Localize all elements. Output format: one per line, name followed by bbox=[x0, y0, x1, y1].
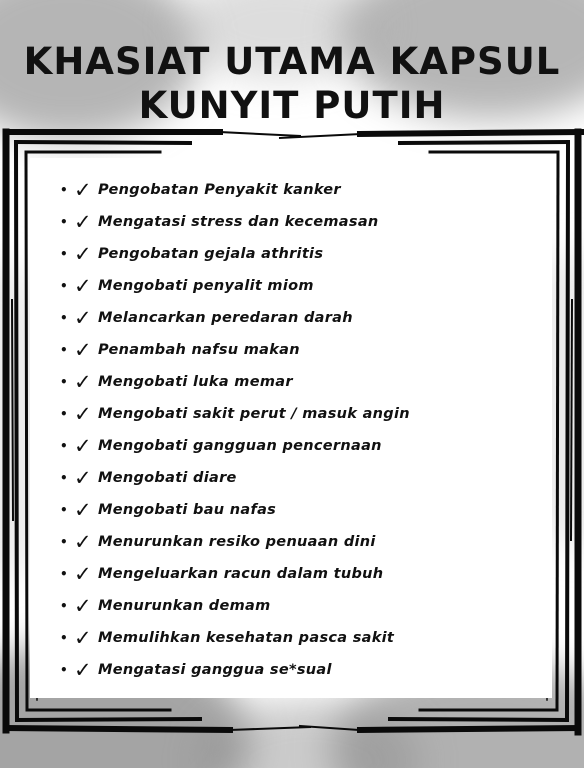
list-item bbox=[60, 526, 560, 558]
list-item bbox=[60, 590, 560, 622]
list-item bbox=[60, 302, 560, 334]
benefit-text: Menurunkan resiko penuaan dini bbox=[98, 534, 376, 550]
bullet-icon: • bbox=[60, 471, 68, 485]
bullet-icon: • bbox=[60, 311, 68, 325]
list-item bbox=[60, 270, 560, 302]
checkmark-icon: ✓ bbox=[74, 465, 92, 490]
benefit-text: Mengobati bau nafas bbox=[98, 502, 277, 518]
checkmark-icon: ✓ bbox=[74, 593, 92, 618]
checkmark-icon: ✓ bbox=[74, 657, 92, 682]
benefit-text: Mengobati luka memar bbox=[98, 374, 293, 390]
bullet-icon: • bbox=[60, 247, 68, 261]
benefit-text: Penambah nafsu makan bbox=[98, 342, 300, 358]
benefit-text: Mengeluarkan racun dalam tubuh bbox=[98, 566, 384, 582]
list-item bbox=[60, 622, 560, 654]
bullet-icon: • bbox=[60, 215, 68, 229]
list-item bbox=[60, 398, 560, 430]
bullet-icon: • bbox=[60, 503, 68, 517]
list-item bbox=[60, 430, 560, 462]
bullet-icon: • bbox=[60, 407, 68, 421]
bullet-icon: • bbox=[60, 279, 68, 293]
bullet-icon: • bbox=[60, 599, 68, 613]
checkmark-icon: ✓ bbox=[74, 177, 92, 202]
checkmark-icon: ✓ bbox=[74, 273, 92, 298]
benefit-text: Menurunkan demam bbox=[98, 598, 271, 614]
list-item bbox=[60, 334, 560, 366]
bullet-icon: • bbox=[60, 567, 68, 581]
list-item bbox=[60, 238, 560, 270]
list-item bbox=[60, 174, 560, 206]
benefit-text: Pengobatan gejala athritis bbox=[98, 246, 324, 262]
checkmark-icon: ✓ bbox=[74, 625, 92, 650]
benefit-text: Melancarkan peredaran darah bbox=[98, 310, 353, 326]
benefit-text: Mengatasi ganggua se*sual bbox=[98, 662, 332, 678]
benefit-text: Mengatasi stress dan kecemasan bbox=[98, 214, 379, 230]
checkmark-icon: ✓ bbox=[74, 561, 92, 586]
checkmark-icon: ✓ bbox=[74, 241, 92, 266]
checkmark-icon: ✓ bbox=[74, 433, 92, 458]
benefit-text: Pengobatan Penyakit kanker bbox=[98, 182, 341, 198]
bullet-icon: • bbox=[60, 535, 68, 549]
title-line-2: KUNYIT PUTIH bbox=[138, 84, 446, 127]
list-item bbox=[60, 462, 560, 494]
checkmark-icon: ✓ bbox=[74, 497, 92, 522]
benefit-text: Mengobati gangguan pencernaan bbox=[98, 438, 382, 454]
list-item bbox=[60, 366, 560, 398]
list-item bbox=[60, 206, 560, 238]
bullet-icon: • bbox=[60, 183, 68, 197]
bullet-icon: • bbox=[60, 343, 68, 357]
checkmark-icon: ✓ bbox=[74, 529, 92, 554]
bullet-icon: • bbox=[60, 439, 68, 453]
benefits-list bbox=[60, 174, 560, 686]
checkmark-icon: ✓ bbox=[74, 337, 92, 362]
bullet-icon: • bbox=[60, 663, 68, 677]
benefit-text: Mengobati penyalit miom bbox=[98, 278, 314, 294]
list-item bbox=[60, 654, 560, 686]
list-item bbox=[60, 494, 560, 526]
benefit-text: Mengobati sakit perut / masuk angin bbox=[98, 406, 410, 422]
checkmark-icon: ✓ bbox=[74, 401, 92, 426]
list-item bbox=[60, 558, 560, 590]
bullet-icon: • bbox=[60, 631, 68, 645]
title-line-1: KHASIAT UTAMA KAPSUL bbox=[23, 40, 561, 83]
benefit-text: Mengobati diare bbox=[98, 470, 237, 486]
checkmark-icon: ✓ bbox=[74, 369, 92, 394]
benefit-text: Memulihkan kesehatan pasca sakit bbox=[98, 630, 395, 646]
checkmark-icon: ✓ bbox=[74, 305, 92, 330]
checkmark-icon: ✓ bbox=[74, 209, 92, 234]
bullet-icon: • bbox=[60, 375, 68, 389]
